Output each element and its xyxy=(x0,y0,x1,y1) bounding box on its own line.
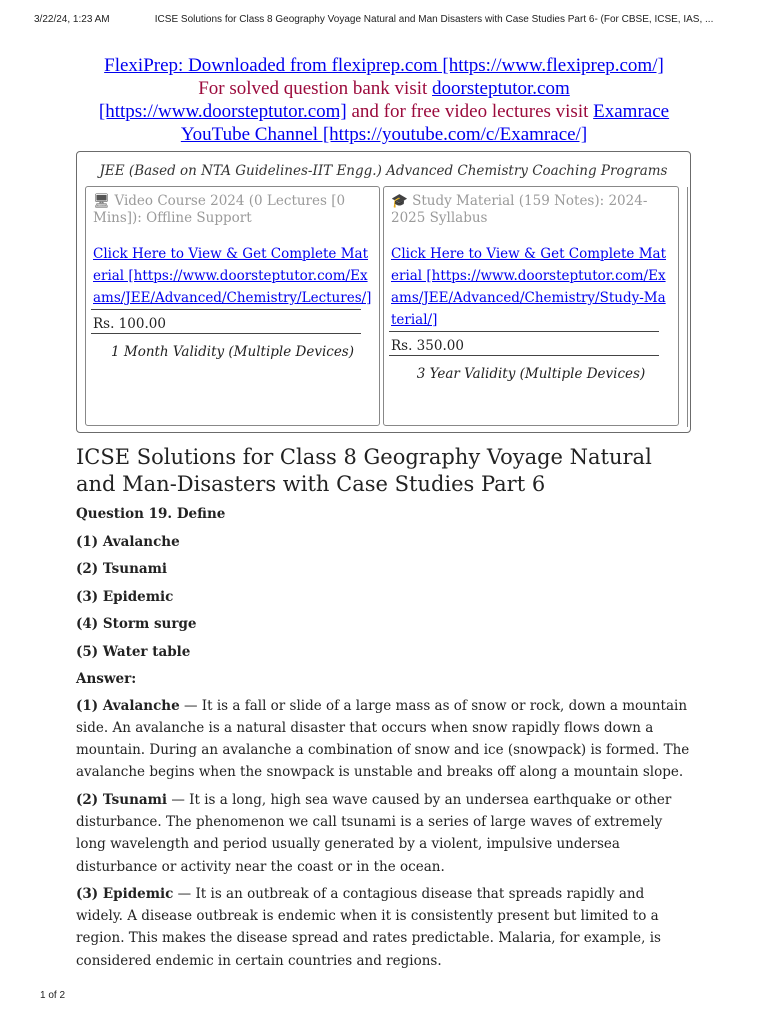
answer-term: (3) Epidemic xyxy=(76,885,174,902)
answer-term: (1) Avalanche xyxy=(76,697,180,714)
study-material-card xyxy=(383,186,679,426)
answer-paragraph xyxy=(76,883,694,972)
question-item: (3) Epidemic xyxy=(76,588,174,605)
graduation-cap-icon: 🎓 xyxy=(391,193,408,209)
banner-prefix: For solved question bank visit xyxy=(198,78,433,99)
answer-paragraph xyxy=(76,695,694,784)
video-course-card xyxy=(85,186,380,426)
question-item: (4) Storm surge xyxy=(76,616,197,632)
coaching-promo-box xyxy=(76,151,691,433)
page-counter: 1 of 2 xyxy=(40,990,66,1001)
divider xyxy=(91,309,361,310)
card-heading xyxy=(391,193,671,227)
answer-text: — It is a fall or slide of a large mass as of snow or rock, down a mountain side. An avalanche is a natural disaster that occurs when snow rapidly flows down a mountain. During an avalanche a combination of snow and ice (snowpack) is formed. The avalanche begins when the snowpack is unstable and breaks off along a mountain slope. xyxy=(76,697,690,781)
question-item: (1) Avalanche xyxy=(76,533,180,550)
card-heading-text: Video Course 2024 (0 Lectures [0 Mins]): Offline Support xyxy=(93,193,346,226)
question-item: (5) Water table xyxy=(76,643,191,660)
validity: 3 Year Validity (Multiple Devices) xyxy=(416,366,646,382)
divider xyxy=(91,333,361,334)
card-heading-text: Study Material (159 Notes): 2024-2025 Syllabus xyxy=(391,193,648,226)
divider xyxy=(389,331,659,332)
answer-label: Answer: xyxy=(76,671,137,687)
print-timestamp: 3/22/24, 1:23 AM xyxy=(34,14,110,25)
card-edge xyxy=(687,187,688,427)
promo-title: JEE (Based on NTA Guidelines-IIT Engg.) Advanced Chemistry Coaching Programs xyxy=(99,163,668,179)
banner-middle: and for free video lectures visit xyxy=(346,101,594,122)
answer-text: — It is an outbreak of a contagious disease that spreads rapidly and widely. A disease outbreak is endemic when it is consistently present but limited to a region. This makes the disease spread and rates predictable. Malaria, for example, is considered endemic in certain countries and regions. xyxy=(76,885,661,969)
divider xyxy=(389,355,659,356)
study-material-link[interactable]: Click Here to View & Get Complete Material [https://www.doorsteptutor.com/Exams/JEE/Advanced/Chemistry/Study-Material/] xyxy=(391,246,667,328)
question-heading: Question 19. Define xyxy=(76,506,226,522)
card-heading xyxy=(93,193,372,227)
question-item: (2) Tsunami xyxy=(76,561,168,577)
price: Rs. 100.00 xyxy=(93,316,166,332)
video-course-link[interactable]: Click Here to View & Get Complete Material [https://www.doorsteptutor.com/Exams/JEE/Advanced/Chemistry/Lectures/] xyxy=(93,246,372,306)
validity: 1 Month Validity (Multiple Devices) xyxy=(110,344,355,360)
answer-text: — It is a long, high sea wave caused by an undersea earthquake or other disturbance. The phenomenon we call tsunami is a series of large waves of extremely long wavelength and period usually generated by a violent, impulsive undersea disturbance or activity near the coast or in the ocean. xyxy=(76,791,672,875)
answer-term: (2) Tsunami xyxy=(76,791,168,808)
print-page-title: ICSE Solutions for Class 8 Geography Voyage Natural and Man Disasters with Case Studies Part 6- (For CBSE, ICSE, IAS, ... xyxy=(154,14,714,25)
print-header xyxy=(34,14,748,25)
price: Rs. 350.00 xyxy=(391,338,464,354)
answer-paragraph xyxy=(76,789,694,878)
examrace-youtube-link[interactable]: Examrace YouTube Channel [https://youtube.com/c/Examrace/] xyxy=(180,101,670,145)
flexiprep-link[interactable]: FlexiPrep: Downloaded from flexiprep.com [https://www.flexiprep.com/] xyxy=(104,55,664,76)
monitor-icon: 🖥 xyxy=(93,193,111,209)
doorsteptutor-link[interactable]: doorsteptutor.com [https://www.doorsteptutor.com] xyxy=(98,78,570,122)
article-title: ICSE Solutions for Class 8 Geography Voyage Natural and Man-Disasters with Case Studies Part 6 xyxy=(76,445,652,496)
flexiprep-banner xyxy=(76,54,692,146)
article xyxy=(76,444,694,977)
